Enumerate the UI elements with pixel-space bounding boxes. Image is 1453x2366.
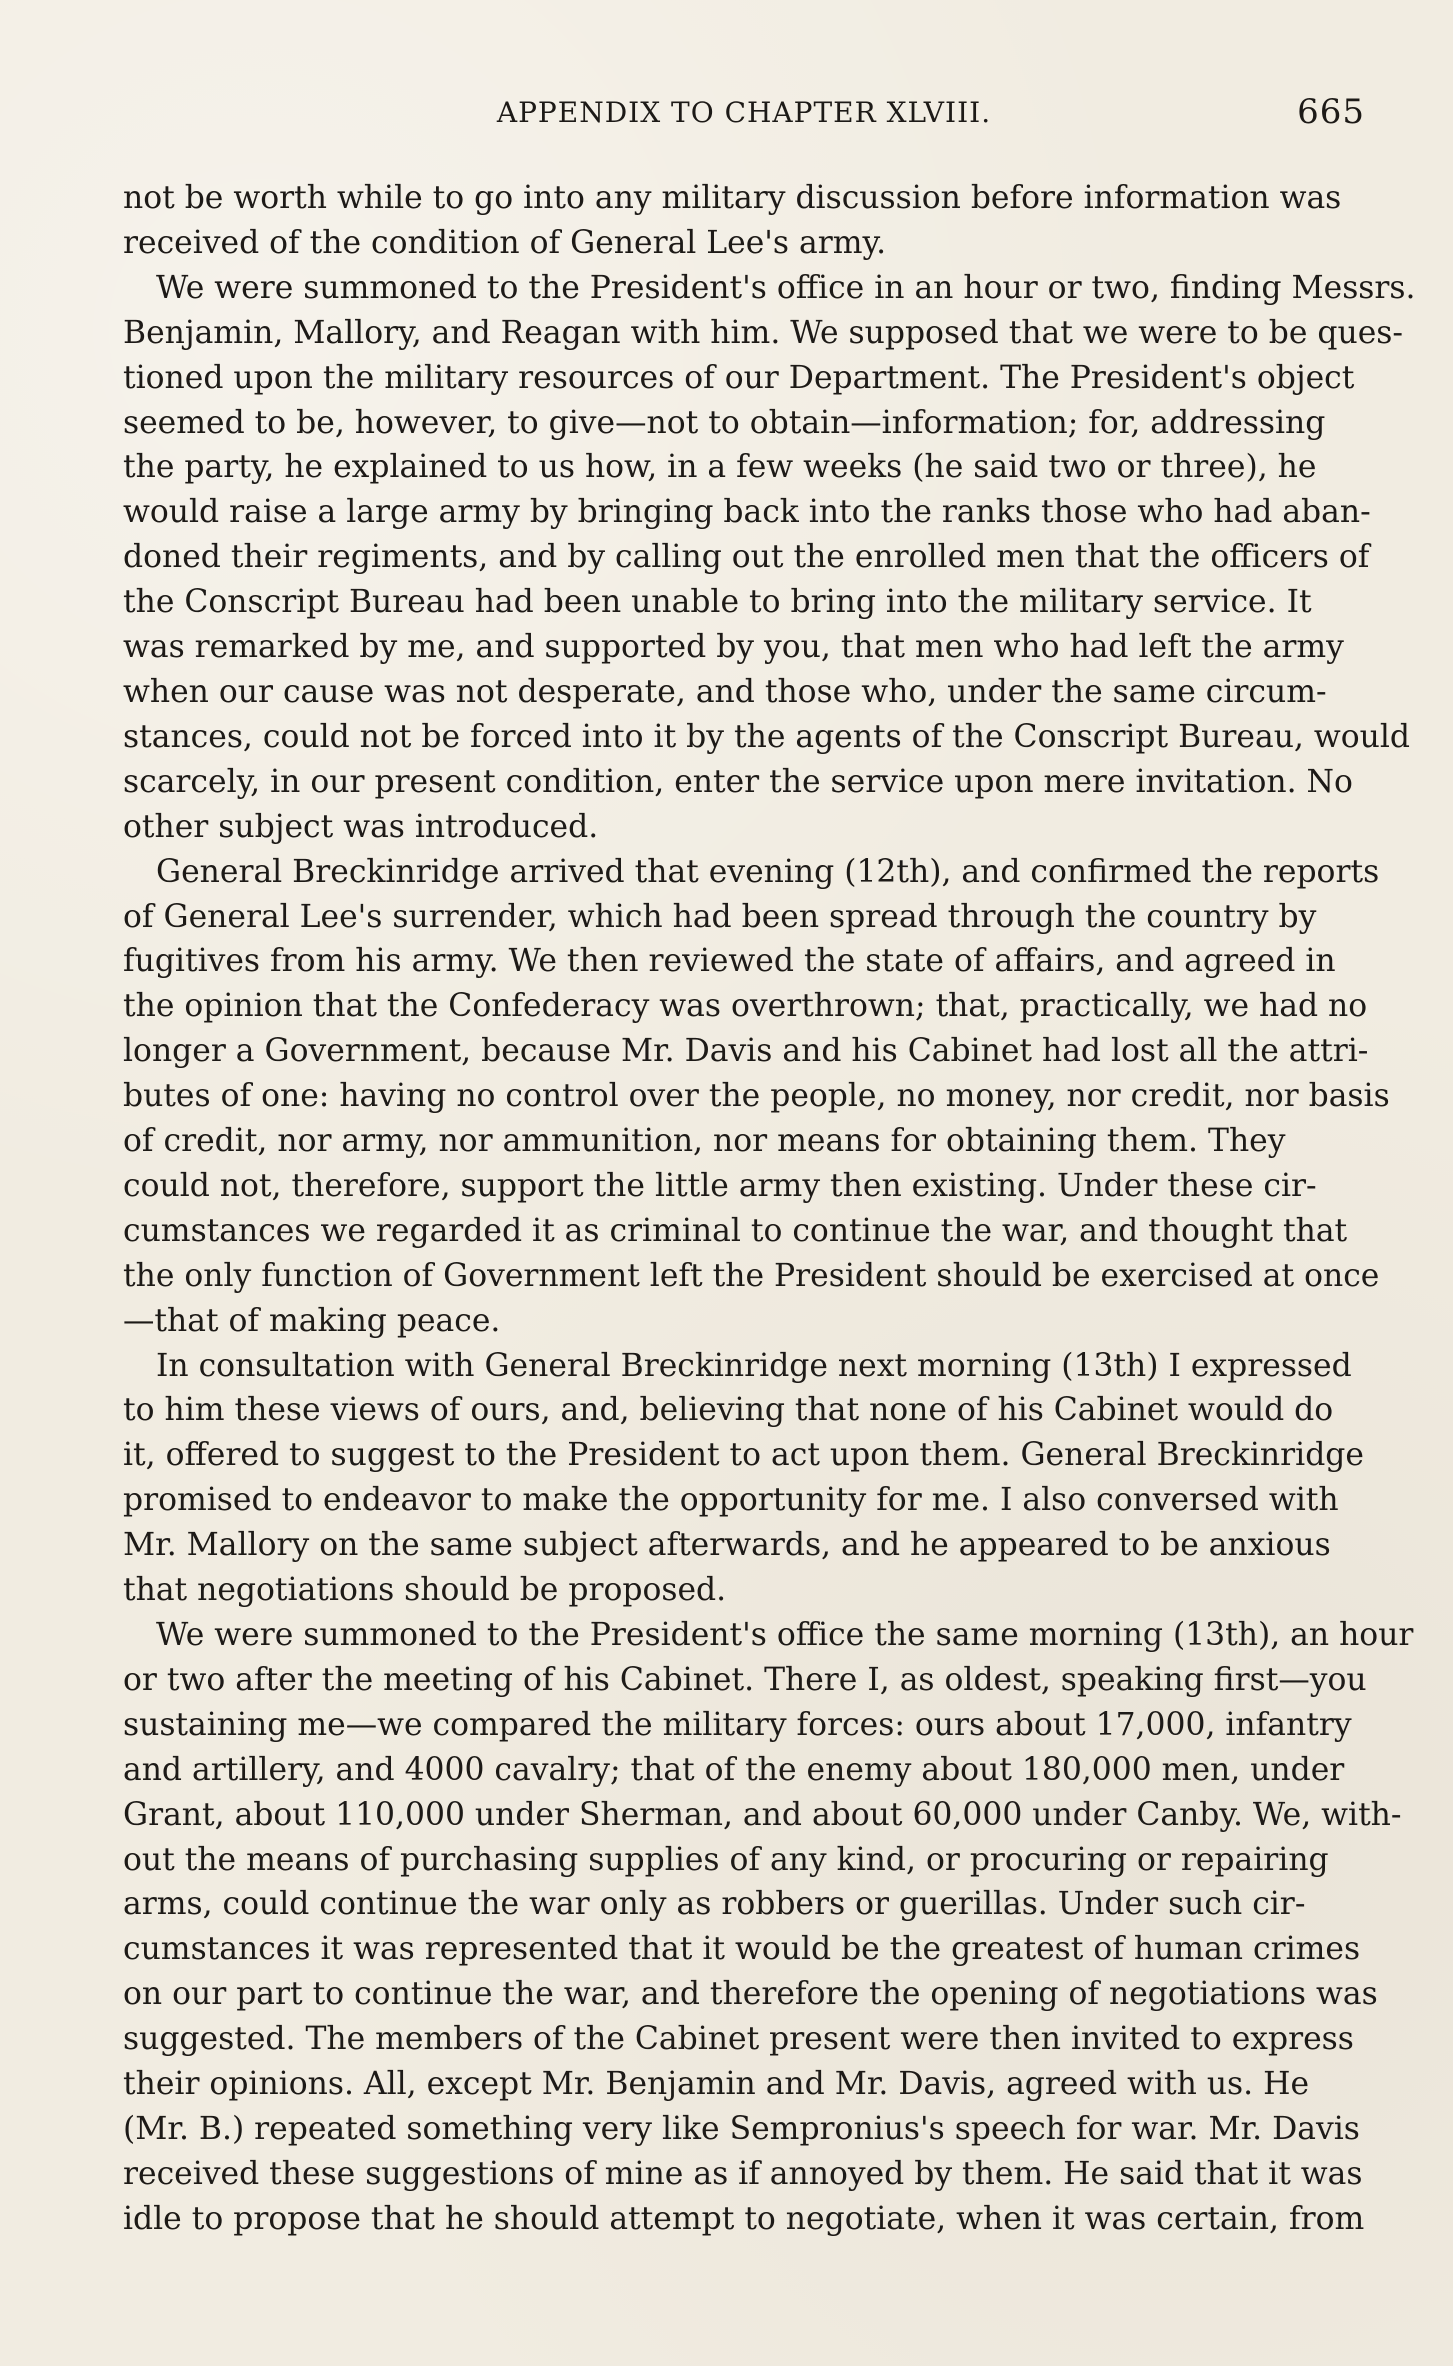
- text-line: cumstances it was represented that it would be the greatest of human crimes: [123, 1931, 1361, 1968]
- text-line: and artillery, and 4000 cavalry; that of the enemy about 180,000 men, under: [123, 1751, 1345, 1788]
- text-line: tioned upon the military resources of our Department. The President's object: [123, 359, 1355, 396]
- body-text: [123, 176, 1416, 2242]
- page-header: [123, 86, 1365, 146]
- text-line: scarcely, in our present condition, enter the service upon mere invitation. No: [123, 763, 1353, 800]
- text-line: cumstances we regarded it as criminal to continue the war, and thought that: [123, 1212, 1348, 1249]
- text-line: stances, could not be forced into it by the agents of the Conscript Bureau, would: [123, 718, 1410, 755]
- text-line: sustaining me—we compared the military forces: ours about 17,000, infantry: [123, 1706, 1352, 1743]
- paragraph: [123, 1344, 1364, 1613]
- text-line: not be worth while to go into any military discussion before information was: [123, 180, 1342, 216]
- text-line: other subject was introduced.: [123, 808, 599, 845]
- text-line: would raise a large army by bringing back into the ranks those who had aban-: [123, 494, 1371, 531]
- text-line: could not, therefore, support the little army then existing. Under these cir-: [123, 1167, 1317, 1204]
- text-line: idle to propose that he should attempt to negotiate, when it was certain, from: [123, 2200, 1365, 2237]
- text-line: it, offered to suggest to the President to act upon them. General Breckinridge: [123, 1437, 1364, 1474]
- text-line: In consultation with General Breckinridge next morning (13th) I expressed: [156, 1347, 1352, 1384]
- text-line: the opinion that the Confederacy was overthrown; that, practically, we had no: [123, 988, 1368, 1025]
- paragraph: [123, 266, 1416, 850]
- text-line: their opinions. All, except Mr. Benjamin and Mr. Davis, agreed with us. He: [123, 2066, 1310, 2103]
- text-line: out the means of purchasing supplies of any kind, or procuring or repairing: [123, 1841, 1329, 1878]
- text-line: We were summoned to the President's office in an hour or two, finding Messrs.: [156, 269, 1416, 306]
- text-line: Benjamin, Mallory, and Reagan with him. We supposed that we were to be ques-: [123, 314, 1404, 351]
- text-line: received of the condition of General Lee's army.: [123, 224, 887, 261]
- text-line: We were summoned to the President's office the same morning (13th), an hour: [156, 1617, 1414, 1653]
- text-line: suggested. The members of the Cabinet present were then invited to express: [123, 2021, 1354, 2058]
- text-line: (Mr. B.) repeated something very like Sempronius's speech for war. Mr. Davis: [123, 2110, 1360, 2147]
- text-line: on our part to continue the war, and therefore the opening of negotiations was: [123, 1976, 1378, 2013]
- paragraph: [123, 176, 1348, 266]
- text-line: the Conscript Bureau had been unable to bring into the military service. It: [123, 584, 1312, 621]
- text-line: when our cause was not desperate, and those who, under the same circum-: [123, 673, 1327, 710]
- text-line: doned their regiments, and by calling out the enrolled men that the officers of: [123, 539, 1370, 576]
- text-line: Mr. Mallory on the same subject afterwards, and he appeared to be anxious: [123, 1527, 1331, 1564]
- text-line: fugitives from his army. We then reviewed the state of affairs, and agreed in: [123, 943, 1336, 980]
- text-line: butes of one: having no control over the people, no money, nor credit, nor basis: [123, 1078, 1390, 1115]
- page-number: 665: [1297, 92, 1365, 132]
- running-head: APPENDIX TO CHAPTER XLVIII.: [496, 96, 992, 129]
- text-line: the only function of Government left the President should be exercised at once: [123, 1257, 1380, 1294]
- text-line: was remarked by me, and supported by you, that men who had left the army: [123, 629, 1344, 666]
- text-line: the party, he explained to us how, in a few weeks (he said two or three), he: [123, 449, 1317, 486]
- text-line: promised to endeavor to make the opportunity for me. I also conversed with: [123, 1482, 1339, 1519]
- text-line: that negotiations should be proposed.: [123, 1572, 727, 1609]
- text-line: received these suggestions of mine as if annoyed by them. He said that it was: [123, 2155, 1363, 2192]
- text-line: arms, could continue the war only as robbers or guerillas. Under such cir-: [123, 1886, 1306, 1923]
- text-line: of General Lee's surrender, which had been spread through the country by: [123, 898, 1317, 935]
- text-line: seemed to be, however, to give—not to obtain—information; for, addressing: [123, 404, 1326, 441]
- text-line: of credit, nor army, nor ammunition, nor means for obtaining them. They: [123, 1123, 1286, 1160]
- text-line: —that of making peace.: [123, 1302, 501, 1339]
- paragraph: [123, 1613, 1414, 2242]
- paragraph: [123, 850, 1390, 1344]
- text-line: longer a Government, because Mr. Davis and his Cabinet had lost all the attri-: [123, 1033, 1369, 1070]
- text-line: Grant, about 110,000 under Sherman, and about 60,000 under Canby. We, with-: [123, 1796, 1402, 1833]
- text-line: or two after the meeting of his Cabinet. There I, as oldest, speaking first—you: [123, 1661, 1367, 1698]
- text-line: to him these views of ours, and, believing that none of his Cabinet would do: [123, 1392, 1334, 1429]
- text-line: General Breckinridge arrived that evening (12th), and confirmed the reports: [156, 853, 1380, 890]
